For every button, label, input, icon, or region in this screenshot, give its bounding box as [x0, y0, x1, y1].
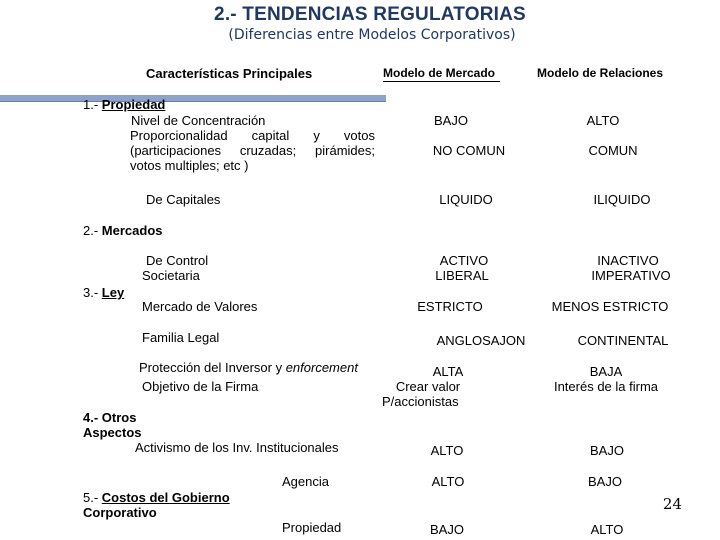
- row-proteccion-label-text: Protección del Inversor y: [139, 360, 286, 375]
- row-propiedad-relaciones: ALTO: [590, 522, 624, 537]
- section-4-heading-line2: Aspectos: [83, 425, 142, 440]
- row-activismo-label: Activismo de los Inv. Institucionales: [135, 440, 339, 455]
- section-5-heading: [83, 490, 230, 505]
- section-4-heading-line1: 4.- Otros: [83, 410, 137, 425]
- row-familia-relaciones: CONTINENTAL: [577, 333, 669, 348]
- row-control-mercado-1: ACTIVO: [439, 253, 489, 268]
- page-subtitle: (Diferencias entre Modelos Corporativos): [228, 27, 516, 43]
- row-control-relaciones-1: INACTIVO: [597, 253, 659, 268]
- row-control-mercado-2: LIBERAL: [435, 268, 489, 283]
- row-proporcionalidad-line2: (participaciones cruzadas; pirámides;: [130, 143, 375, 158]
- row-proporcionalidad-line3: votos multiples; etc ): [130, 158, 249, 173]
- row-objetivo-mercado-1: Crear valor: [395, 379, 461, 394]
- header-modelo-relaciones: Modelo de Relaciones: [537, 66, 664, 80]
- row-propiedad-mercado: BAJO: [430, 522, 464, 537]
- row-agencia-mercado: ALTO: [431, 474, 465, 489]
- row-activismo-mercado: ALTO: [430, 443, 464, 458]
- section-5-number: 5.-: [83, 490, 99, 505]
- header-caracteristicas: Características Principales: [146, 66, 313, 81]
- section-5-label: Costos del Gobierno: [101, 490, 230, 505]
- section-2-heading: [83, 223, 163, 238]
- section-3-heading: [83, 285, 124, 300]
- row-proteccion-label: [139, 360, 358, 375]
- row-objetivo-label: Objetivo de la Firma: [142, 379, 259, 394]
- row-capitales-label: De Capitales: [146, 192, 221, 207]
- header-underline: [383, 81, 500, 82]
- row-control-line2: Societaria: [142, 268, 200, 283]
- row-proteccion-relaciones: BAJA: [589, 364, 623, 379]
- row-nivel-label: Nivel de Concentración: [131, 113, 266, 128]
- section-3-number: 3.-: [83, 285, 99, 300]
- section-2-label: Mercados: [101, 223, 163, 238]
- section-5-heading-line2: Corporativo: [83, 505, 157, 520]
- section-1-number: 1.-: [83, 97, 99, 112]
- row-activismo-relaciones: BAJO: [590, 443, 624, 458]
- row-objetivo-relaciones: Interés de la firma: [553, 379, 659, 394]
- header-rule-shadow: [0, 101, 386, 102]
- row-agencia-label: Agencia: [282, 474, 329, 489]
- row-valores-relaciones: MENOS ESTRICTO: [551, 299, 669, 314]
- row-proteccion-mercado: ALTA: [432, 364, 464, 379]
- row-proporcionalidad-line1: Proporcionalidad capital y votos: [130, 128, 375, 143]
- row-nivel-relaciones: ALTO: [586, 113, 620, 128]
- row-capitales-mercado: LIQUIDO: [439, 192, 493, 207]
- row-proporcionalidad-mercado: NO COMUN: [432, 143, 506, 158]
- row-nivel-mercado: BAJO: [434, 113, 468, 128]
- header-modelo-mercado: Modelo de Mercado: [383, 66, 496, 80]
- page-number: 24: [662, 495, 682, 513]
- row-control-line1: De Control: [146, 253, 209, 268]
- section-3-label: Ley: [101, 285, 125, 300]
- page-title: 2.- TENDENCIAS REGULATORIAS: [214, 4, 526, 25]
- row-objetivo-mercado-2: P/accionistas: [382, 394, 459, 409]
- row-proteccion-label-enforcement: enforcement: [285, 360, 358, 375]
- row-control-relaciones-2: IMPERATIVO: [591, 268, 671, 283]
- row-valores-mercado: ESTRICTO: [417, 299, 483, 314]
- row-agencia-relaciones: BAJO: [588, 474, 622, 489]
- row-propiedad-label: Propiedad: [282, 520, 342, 535]
- section-1-label: Propiedad: [101, 97, 166, 112]
- section-1-heading: [83, 97, 165, 112]
- row-valores-label: Mercado de Valores: [142, 299, 258, 314]
- row-proporcionalidad-relaciones: COMUN: [588, 143, 638, 158]
- row-capitales-relaciones: ILIQUIDO: [593, 192, 651, 207]
- section-2-number: 2.-: [83, 223, 99, 238]
- row-familia-label: Familia Legal: [142, 330, 220, 345]
- row-familia-mercado: ANGLOSAJON: [436, 333, 526, 348]
